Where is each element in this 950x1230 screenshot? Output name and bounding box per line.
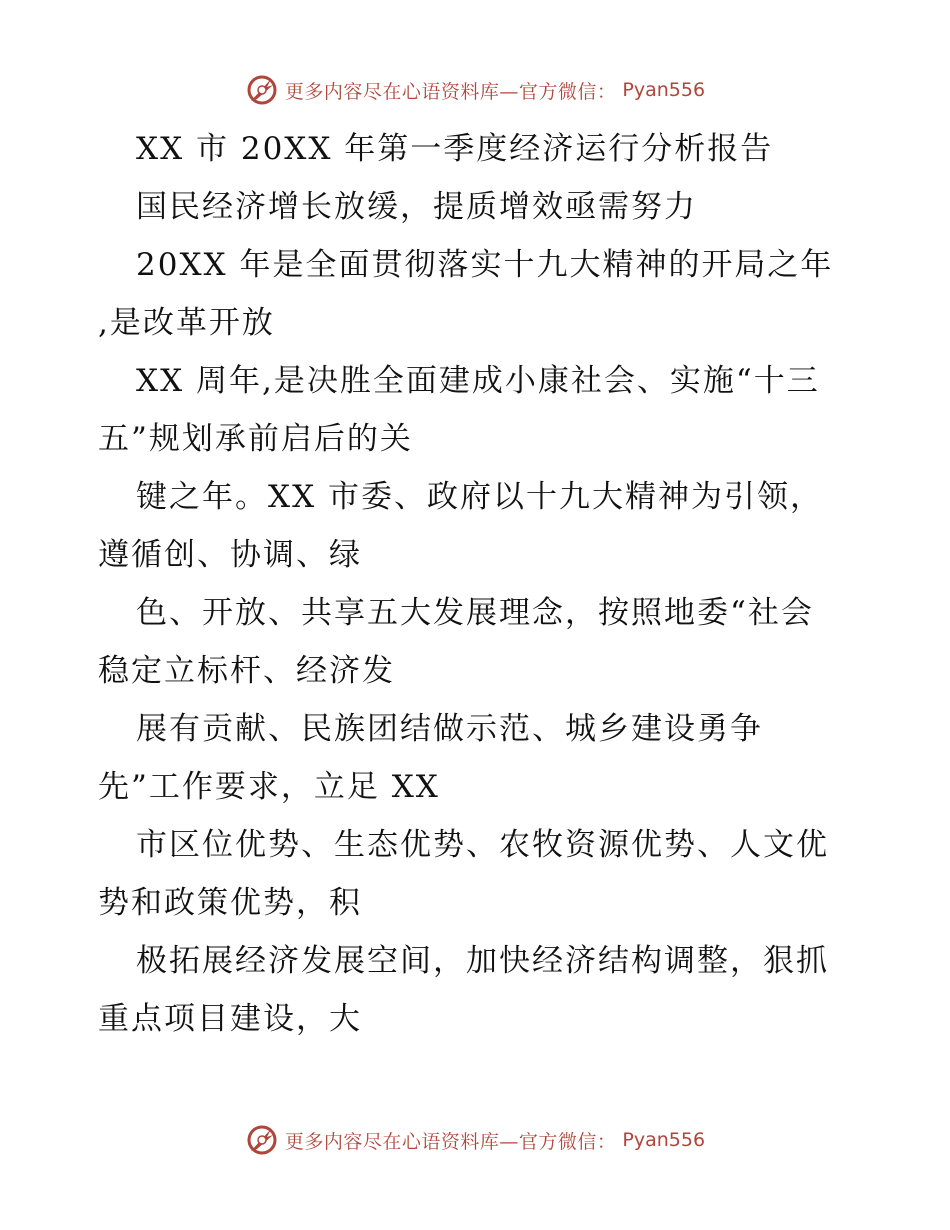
paragraph-line: 势和政策优势，积 bbox=[98, 885, 362, 921]
watermark-account: Pyan556 bbox=[622, 79, 706, 101]
watermark-text: 更多内容尽在心语资料库—官方微信： bbox=[284, 1130, 617, 1153]
watermark-header bbox=[0, 70, 950, 110]
paragraph-line: 市区位优势、生态优势、农牧资源优势、人文优 bbox=[136, 827, 829, 863]
paragraph-line: XX 周年,是决胜全面建成小康社会、实施“十三 bbox=[136, 363, 820, 399]
watermark-account: Pyan556 bbox=[622, 1129, 706, 1151]
document-body bbox=[98, 120, 858, 1048]
quill-logo-icon bbox=[245, 1123, 279, 1157]
paragraph-line: ,是改革开放 bbox=[98, 305, 275, 341]
paragraph-line: 极拓展经济发展空间，加快经济结构调整，狠抓 bbox=[136, 943, 829, 979]
quill-logo-icon bbox=[245, 73, 279, 107]
document-subtitle: 国民经济增长放缓，提质增效亟需努力 bbox=[136, 189, 697, 225]
watermark-text: 更多内容尽在心语资料库—官方微信： bbox=[284, 80, 617, 103]
document-title: XX 市 20XX 年第一季度经济运行分析报告 bbox=[136, 131, 774, 167]
paragraph-line: 先”工作要求，立足 XX bbox=[98, 769, 440, 805]
paragraph-line: 五”规划承前启后的关 bbox=[98, 421, 413, 457]
paragraph-line: 键之年。XX 市委、政府以十九大精神为引领， bbox=[136, 479, 823, 515]
paragraph-line: 色、开放、共享五大发展理念，按照地委“社会 bbox=[136, 595, 814, 631]
paragraph-line: 重点项目建设，大 bbox=[98, 1001, 362, 1037]
paragraph-line: 稳定立标杆、经济发 bbox=[98, 653, 395, 689]
paragraph-line: 遵循创、协调、绿 bbox=[98, 537, 362, 573]
watermark-footer bbox=[0, 1120, 950, 1160]
paragraph-line: 20XX 年是全面贯彻落实十九大精神的开局之年 bbox=[136, 247, 834, 283]
paragraph-line: 展有贡献、民族团结做示范、城乡建设勇争 bbox=[136, 711, 763, 747]
